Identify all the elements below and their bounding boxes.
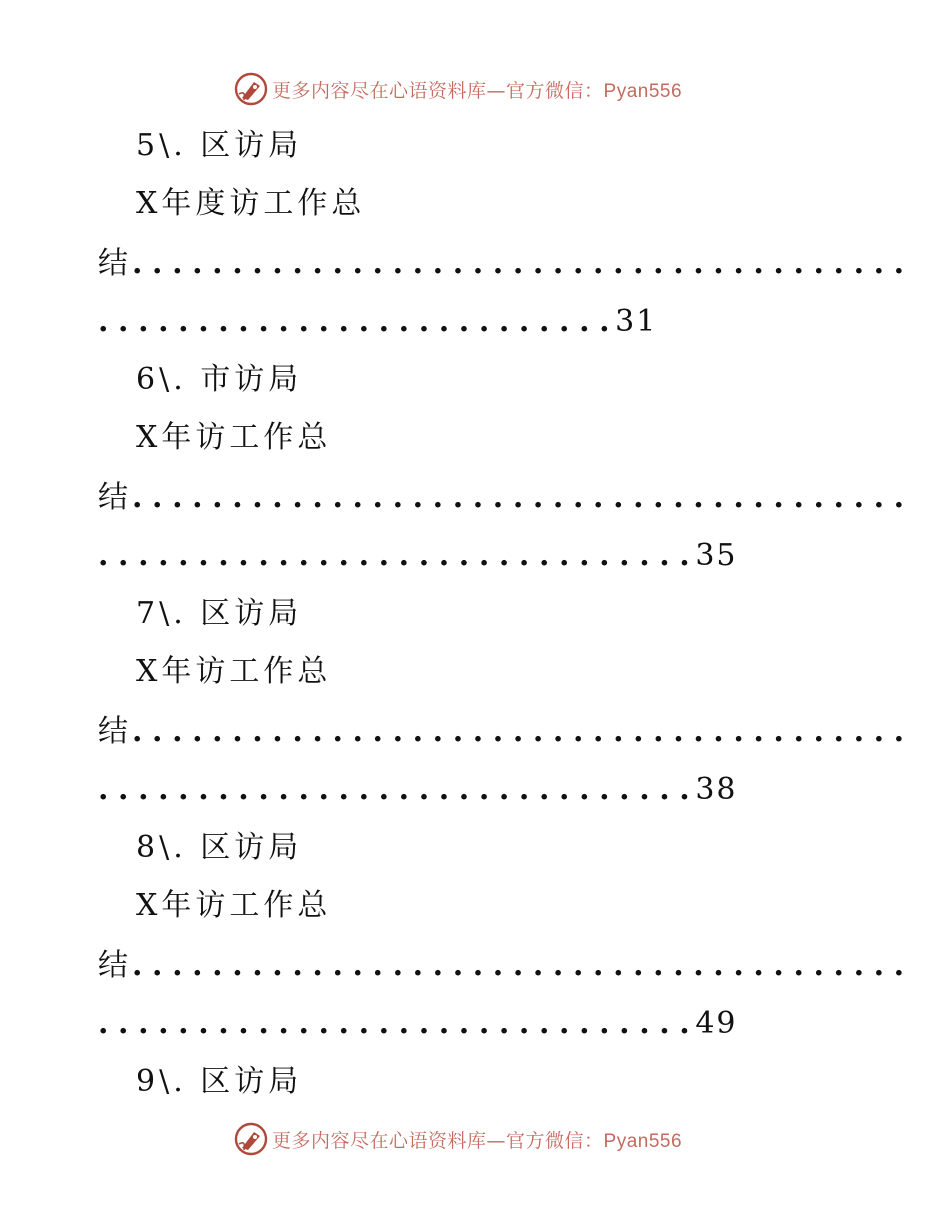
dot-leader: ....................................... xyxy=(132,948,914,983)
dot-leader: ....................................... xyxy=(132,246,914,281)
toc-title-tail: 结 xyxy=(98,480,132,515)
toc-title: X年度访工作总 xyxy=(136,186,366,221)
watermark-text: 更多内容尽在心语资料库—官方微信：Pyan556 xyxy=(272,79,683,102)
toc-leader-row xyxy=(98,302,657,342)
toc-heading: 7\. 区访局 xyxy=(136,596,303,631)
toc-heading: 6\. 市访局 xyxy=(136,362,303,397)
dot-leader: ....................................... xyxy=(132,480,914,515)
dot-leader: ....................................... xyxy=(132,714,914,749)
pen-nib-logo-icon xyxy=(234,1122,268,1156)
toc-heading: 8\. 区访局 xyxy=(136,830,303,865)
toc-title-tail: 结 xyxy=(98,714,132,749)
watermark-text: 更多内容尽在心语资料库—官方微信：Pyan556 xyxy=(272,1129,683,1152)
header-watermark xyxy=(234,72,682,106)
dot-leader: .............................. xyxy=(98,538,700,573)
dot-leader: .............................. xyxy=(98,1006,700,1041)
footer-watermark xyxy=(234,1122,682,1156)
toc-leader-row xyxy=(98,1004,738,1044)
toc-title: X年访工作总 xyxy=(136,420,332,455)
toc-heading: 5\. 区访局 xyxy=(136,128,303,163)
toc-leader-row xyxy=(98,712,914,752)
toc-leader-row xyxy=(98,478,914,518)
toc-title: X年访工作总 xyxy=(136,654,332,689)
dot-leader: .......................... xyxy=(98,304,620,339)
toc-page-number: 38 xyxy=(695,772,738,807)
toc-page-number: 35 xyxy=(695,538,738,573)
toc-page-number: 49 xyxy=(695,1006,738,1041)
dot-leader: .............................. xyxy=(98,772,700,807)
toc-title-tail: 结 xyxy=(98,246,132,281)
toc-title: X年访工作总 xyxy=(136,888,332,923)
toc-leader-row xyxy=(98,244,914,284)
pen-nib-logo-icon xyxy=(234,72,268,106)
toc-leader-row xyxy=(98,536,738,576)
toc-leader-row xyxy=(98,946,914,986)
toc-heading: 9\. 区访局 xyxy=(136,1064,303,1099)
toc-page-number: 31 xyxy=(615,304,658,339)
toc-title-tail: 结 xyxy=(98,948,132,983)
toc-leader-row xyxy=(98,770,738,810)
